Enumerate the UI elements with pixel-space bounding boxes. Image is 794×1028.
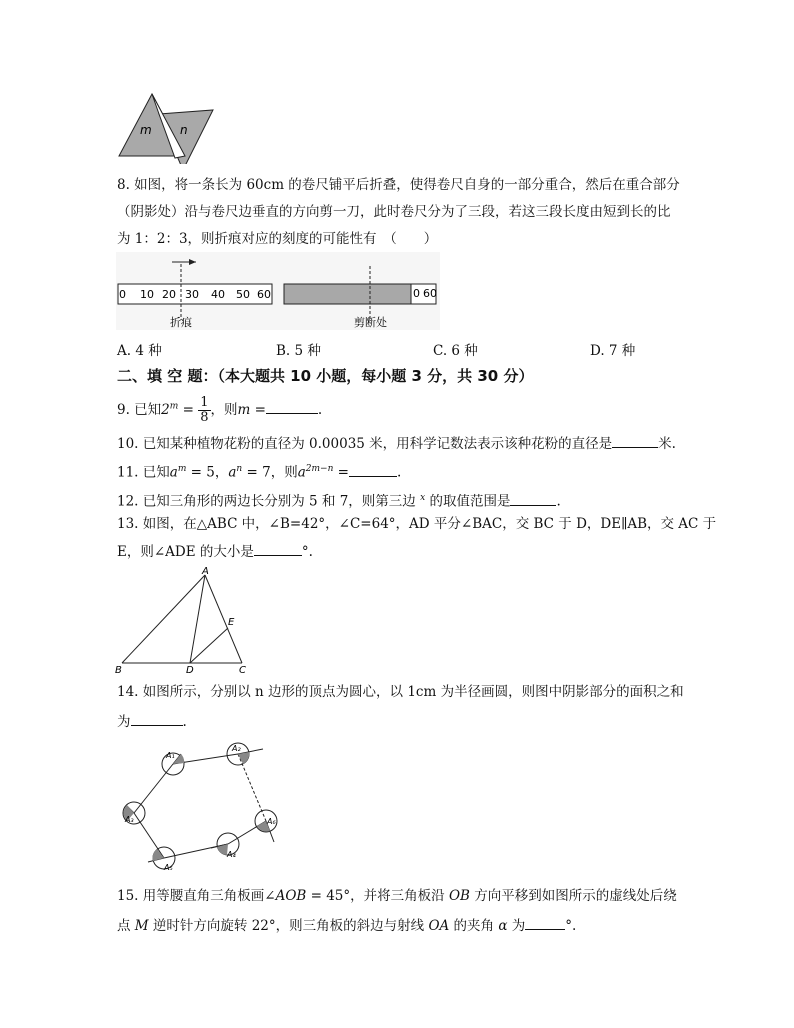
option-d[interactable]: D. 7 种 [590, 343, 636, 359]
ruler2-tick-60: 60 [423, 287, 437, 300]
ruler-ticks [119, 288, 271, 301]
q10: 10. 已知某种植物花粉的直径为 0.00035 米，用科学记数法表示该种花粉的直径是 米. [117, 433, 676, 453]
tick-10: 10 [140, 288, 154, 301]
label-m: m [140, 123, 152, 137]
tick-20: 20 [162, 288, 176, 301]
vertex-A3: A₃ [125, 815, 134, 824]
q13-line1: 13. 如图，在△ABC 中，∠B=42°，∠C=64°，AD 平分∠BAC，交 BC 于 D，DE∥AB，交 AC 于 [117, 516, 717, 532]
answer-blank-13[interactable] [254, 541, 302, 556]
section-title: 二、填 空 题：（本大题共 10 小题，每小题 3 分，共 30 分） [117, 367, 534, 385]
tick-50: 50 [236, 288, 250, 301]
tick-0: 0 [119, 288, 126, 301]
q12: 12. 已知三角形的两边长分别为 5 和 7，则第三边 $^x$ 的取值范围是 . [117, 489, 561, 511]
answer-blank-15[interactable] [525, 915, 565, 930]
vertex-D: D [186, 665, 194, 676]
q8-line1: 8. 如图，将一条长为 60cm 的卷尺铺平后折叠，使得卷尺自身的一部分重合，然后在重合部分 [117, 177, 680, 193]
vertex-A1: A₁ [166, 751, 175, 760]
vertex-C: C [239, 665, 246, 676]
answer-blank-10[interactable] [612, 433, 658, 448]
vertex-E: E [228, 617, 235, 628]
q8-fold-figure [115, 92, 215, 164]
tick-30: 30 [185, 288, 199, 301]
cut-label: 剪断处 [354, 316, 387, 329]
vertex-B: B [115, 665, 122, 676]
q15-line1: 15. 用等腰直角三角板画∠AOB = 45°，并将三角板沿 OB 方向平移到如图所示的虚线处后绕 [117, 888, 677, 904]
option-a[interactable]: A. 4 种 [117, 343, 162, 359]
vertex-A5: A₅ [164, 863, 173, 872]
q15-line2: 点 M 逆时针方向旋转 22°，则三角板的斜边与射线 OA 的夹角 α 为 °. [117, 915, 576, 935]
option-c[interactable]: C. 6 种 [433, 343, 478, 359]
answer-blank-11[interactable] [349, 462, 397, 477]
q8-line3: 为 1：2：3，则折痕对应的刻度的可能性有 （ ） [117, 231, 438, 247]
vertex-A6: A₆ [267, 817, 276, 826]
tick-60: 60 [257, 288, 271, 301]
fold-label: 折痕 [170, 316, 192, 329]
tick-40: 40 [211, 288, 225, 301]
fraction: $\frac{1}{8}$ [200, 395, 209, 425]
q14-polygon-figure [117, 736, 287, 876]
vertex-A: A [202, 566, 209, 577]
label-n: n [180, 123, 188, 137]
q9: 9. 已知$2^m$ = $\frac{1}{8}$ ，则m = . [117, 395, 323, 425]
vertex-A2: A₂ [232, 744, 241, 753]
option-b[interactable]: B. 5 种 [276, 343, 321, 359]
q8-line2: （阴影处）沿与卷尺边垂直的方向剪一刀，此时卷尺分为了三段，若这三段长度由短到长的比 [117, 204, 671, 220]
q13-line2: E，则∠ADE 的大小是 °. [117, 541, 313, 561]
q14-line2: 为 . [117, 711, 187, 731]
q8-ruler-figure [116, 252, 440, 330]
ruler2-tick-0: 0 [413, 287, 420, 300]
q11: 11. 已知$a^m = 5$，$a^n = 7$，则$a^{2m-n}$ = . [117, 460, 401, 482]
answer-blank-9[interactable] [266, 399, 318, 414]
vertex-A4: A₄ [227, 850, 236, 859]
q13-triangle-figure [114, 565, 254, 677]
answer-blank-14[interactable] [131, 711, 183, 726]
q14-line1: 14. 如图所示，分别以 n 边形的顶点为圆心，以 1cm 为半径画圆，则图中阴影部分的面积之和 [117, 684, 684, 700]
answer-blank-12[interactable] [510, 491, 556, 506]
